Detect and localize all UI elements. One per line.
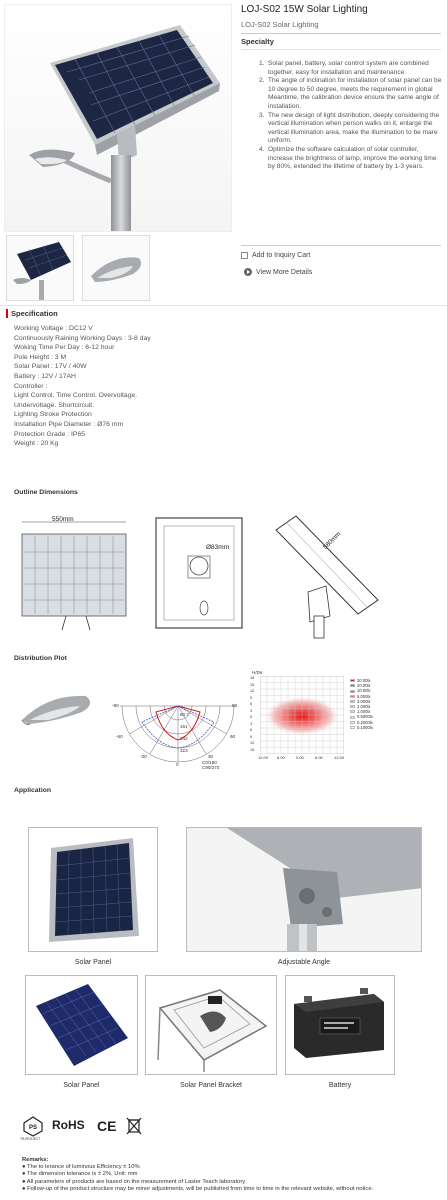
application-label: Solar Panel Bracket [180,1082,242,1089]
grid-y-tick: 3 [250,708,253,713]
spec-line: Controller : [14,382,48,390]
grid-y-axis [250,676,260,754]
divider [241,245,441,246]
product-main-image [4,4,232,232]
outline-diagrams [14,508,444,642]
legend-swatch [350,721,355,724]
add-to-inquiry-cart[interactable] [241,252,310,259]
ps-mark-text: PS [28,1125,38,1131]
application-image-bracket [145,975,277,1075]
legend-swatch [350,726,355,729]
application-label: Battery [328,1082,352,1089]
dim-height-label: 580mm [322,530,343,551]
specification-heading [6,309,58,318]
polar-legend: C90/270 [202,765,220,770]
application-image-solar-panel [28,827,158,952]
specification-list [14,324,151,449]
grid-x-tick: 12.00 [334,755,345,760]
legend-label: 20.00lx [357,683,371,689]
application-image-solar-panel-2 [25,975,138,1075]
spec-line: Weight : 20 Kg [14,440,59,448]
remarks-line: ● All parameters of products are based on the measurement of Laster Teach laboratory [22,1178,246,1185]
remarks [22,1157,373,1193]
ps-caption: TR-PROJECT [20,1137,41,1141]
grid-x-tick: 12.00 [258,755,269,760]
dim-pipe-label: Ø83mm [206,544,230,551]
ce-logo: CE [97,1118,117,1134]
spec-line: Woking Time Per Day : 6-12 hour [14,344,115,352]
application-image-battery [285,975,395,1075]
view-more-details-link[interactable] [244,268,312,276]
legend-label: 0.1000lx [357,724,373,730]
distribution-heading: Distribution Plot [14,655,67,662]
play-arrow-icon [244,268,252,276]
legend-label: 3.000lx [357,698,371,704]
legend-swatch [350,684,355,687]
outline-heading: Outline Dimensions [14,489,78,496]
polar-tick: 90 [232,703,238,708]
application-label: Solar Panel [63,1082,100,1089]
grid-y-tick: 15 [250,747,255,752]
specialty-list [259,60,444,172]
specialty-item [259,77,444,111]
ps-mark-icon [22,1115,44,1137]
specialty-item [259,60,444,77]
application-label: Solar Panel [74,959,112,966]
grid-y-tick: 3 [250,721,253,726]
remarks-heading: Remarks: [22,1157,49,1163]
polar-tick: -60 [116,734,123,739]
specialty-item-number: 1. [259,60,265,67]
legend-label: 1.000lx [357,709,371,715]
spec-line: Lighting Stroke Protection [14,411,92,419]
product-title: LOJ-S02 15W Solar Lighting [241,4,368,15]
specialty-item [259,145,444,172]
specialty-item-text: The angle of inclination for installation of solar panel can be 10 degree to 50 degree, meets the requirement in global Meantime, the calibration device ensure the same angle of installation. [268,77,442,110]
thumbnail-2[interactable] [82,235,150,301]
specialty-item-text: Optimize the software calculation of solar controller, increase the brightness of lamp, improve the working time by 80%, extended the lifetime of battery by 1-3 years. [268,145,437,171]
legend-label: 0.5000lx [357,714,373,720]
polar-value: 80.7 [180,712,189,717]
specialty-heading [241,33,441,46]
grid-legend-item [350,725,373,730]
legend-label: 30.00lx [357,678,371,683]
polar-labels [112,676,242,768]
polar-value: 323 [180,748,188,753]
lamp-head-image [18,688,98,730]
specialty-heading-text: Specialty [241,37,274,46]
application-label: Adjustable Angle [277,959,331,966]
legend-label: 5.000lx [357,693,371,699]
grid-y-tick: 15 [250,682,255,687]
grid-y-tick: 12 [250,741,255,745]
polar-value: 161 [180,724,188,729]
legend-swatch [350,695,355,698]
spec-line: Protection Grade : IP65 [14,430,86,438]
legend-swatch [350,710,355,713]
application-heading: Application [14,787,52,794]
product-subtitle: LOJ-S02 Solar Lighting [241,20,319,29]
grid-legend [350,678,373,730]
grid-y-tick: 0 [250,715,253,719]
remarks-line: ● The dimension tolerance is ± 2%, Unit: mm [22,1171,138,1178]
grid-x-tick: 6.00 [277,755,285,760]
dim-width-label: 550mm [52,516,74,523]
checkbox-icon[interactable] [241,252,248,259]
polar-value: 242 [180,736,188,741]
spec-line: Undervoltage. Shortcircuit. [14,401,95,409]
application-image-adjustable-angle [186,827,422,952]
polar-legend: C0/180 [202,760,217,765]
grid-y-tick: 18 [250,676,255,680]
spec-line: Working Voltage : DC12 V [14,325,93,332]
isolux-grid-chart [260,676,344,756]
inquiry-label: Add to Inquiry Cart [252,252,311,259]
spec-line: Pole Height : 3 M [14,353,67,361]
grid-y-tick: 6 [250,728,253,732]
specialty-item-text: Solar panel, battery, solar control system are combined together, easy for installation and maintenance. [268,60,429,76]
specialty-item [259,111,444,146]
specification-heading-text: Specification [11,309,58,318]
section-marker-icon [6,309,8,318]
grid-x-axis [258,755,348,761]
legend-swatch [350,690,355,693]
remarks-line: ● Follow-up of the product structure may be minor adjustments, will be published from time to time in the relevant website, without notice. [22,1185,374,1192]
legend-label: 10.00lx [357,688,371,694]
spec-line: Installation Pipe Diameter : Ø76 mm [14,420,124,428]
grid-y-tick: 9 [250,734,253,739]
polar-tick: 0 [176,762,179,767]
legend-swatch [350,700,355,703]
legend-label: 2.000lx [357,704,371,710]
thumbnail-1[interactable] [6,235,74,301]
divider [0,305,447,306]
legend-label: 0.2000lx [357,719,373,725]
specialty-item-number: 3. [259,111,265,119]
legend-swatch [350,679,355,682]
specialty-item-number: 4. [259,145,265,153]
specialty-item-text: The new design of light distribution, deeply considering the vertical illumination when person walks on it, enlarge the vertical illumination area, make the illumination to be mare uniform. [268,111,440,145]
weee-bin-icon [126,1117,142,1137]
grid-y-tick: 6 [250,702,253,706]
grid-y-tick: 9 [250,695,253,700]
polar-tick: 30 [208,754,214,759]
polar-tick: -90 [112,703,119,708]
remarks-line: ● The to lerance of luminous Efficiency ± 10% [22,1164,140,1171]
specialty-item-number: 2. [259,77,265,85]
more-label: View More Details [256,268,313,276]
spec-line: Solar Panel : 17V / 40W [14,363,87,371]
spec-line: Battery : 12V / 17AH [14,372,76,380]
grid-x-tick: 0.00 [296,755,304,760]
grid-y-tick: 12 [250,689,255,693]
grid-x-tick: 6.00 [315,755,323,760]
polar-tick: 60 [230,734,236,739]
legend-swatch [350,716,355,719]
rohs-logo: RoHS [52,1118,85,1132]
spec-line: Light Control. Time Control. Overvoltage. [14,392,138,400]
polar-tick: -30 [140,754,147,759]
grid-title: H/Ds [252,670,263,675]
spec-line: Continuously Raining Working Days : 3-8 day [14,334,151,342]
legend-swatch [350,705,355,708]
